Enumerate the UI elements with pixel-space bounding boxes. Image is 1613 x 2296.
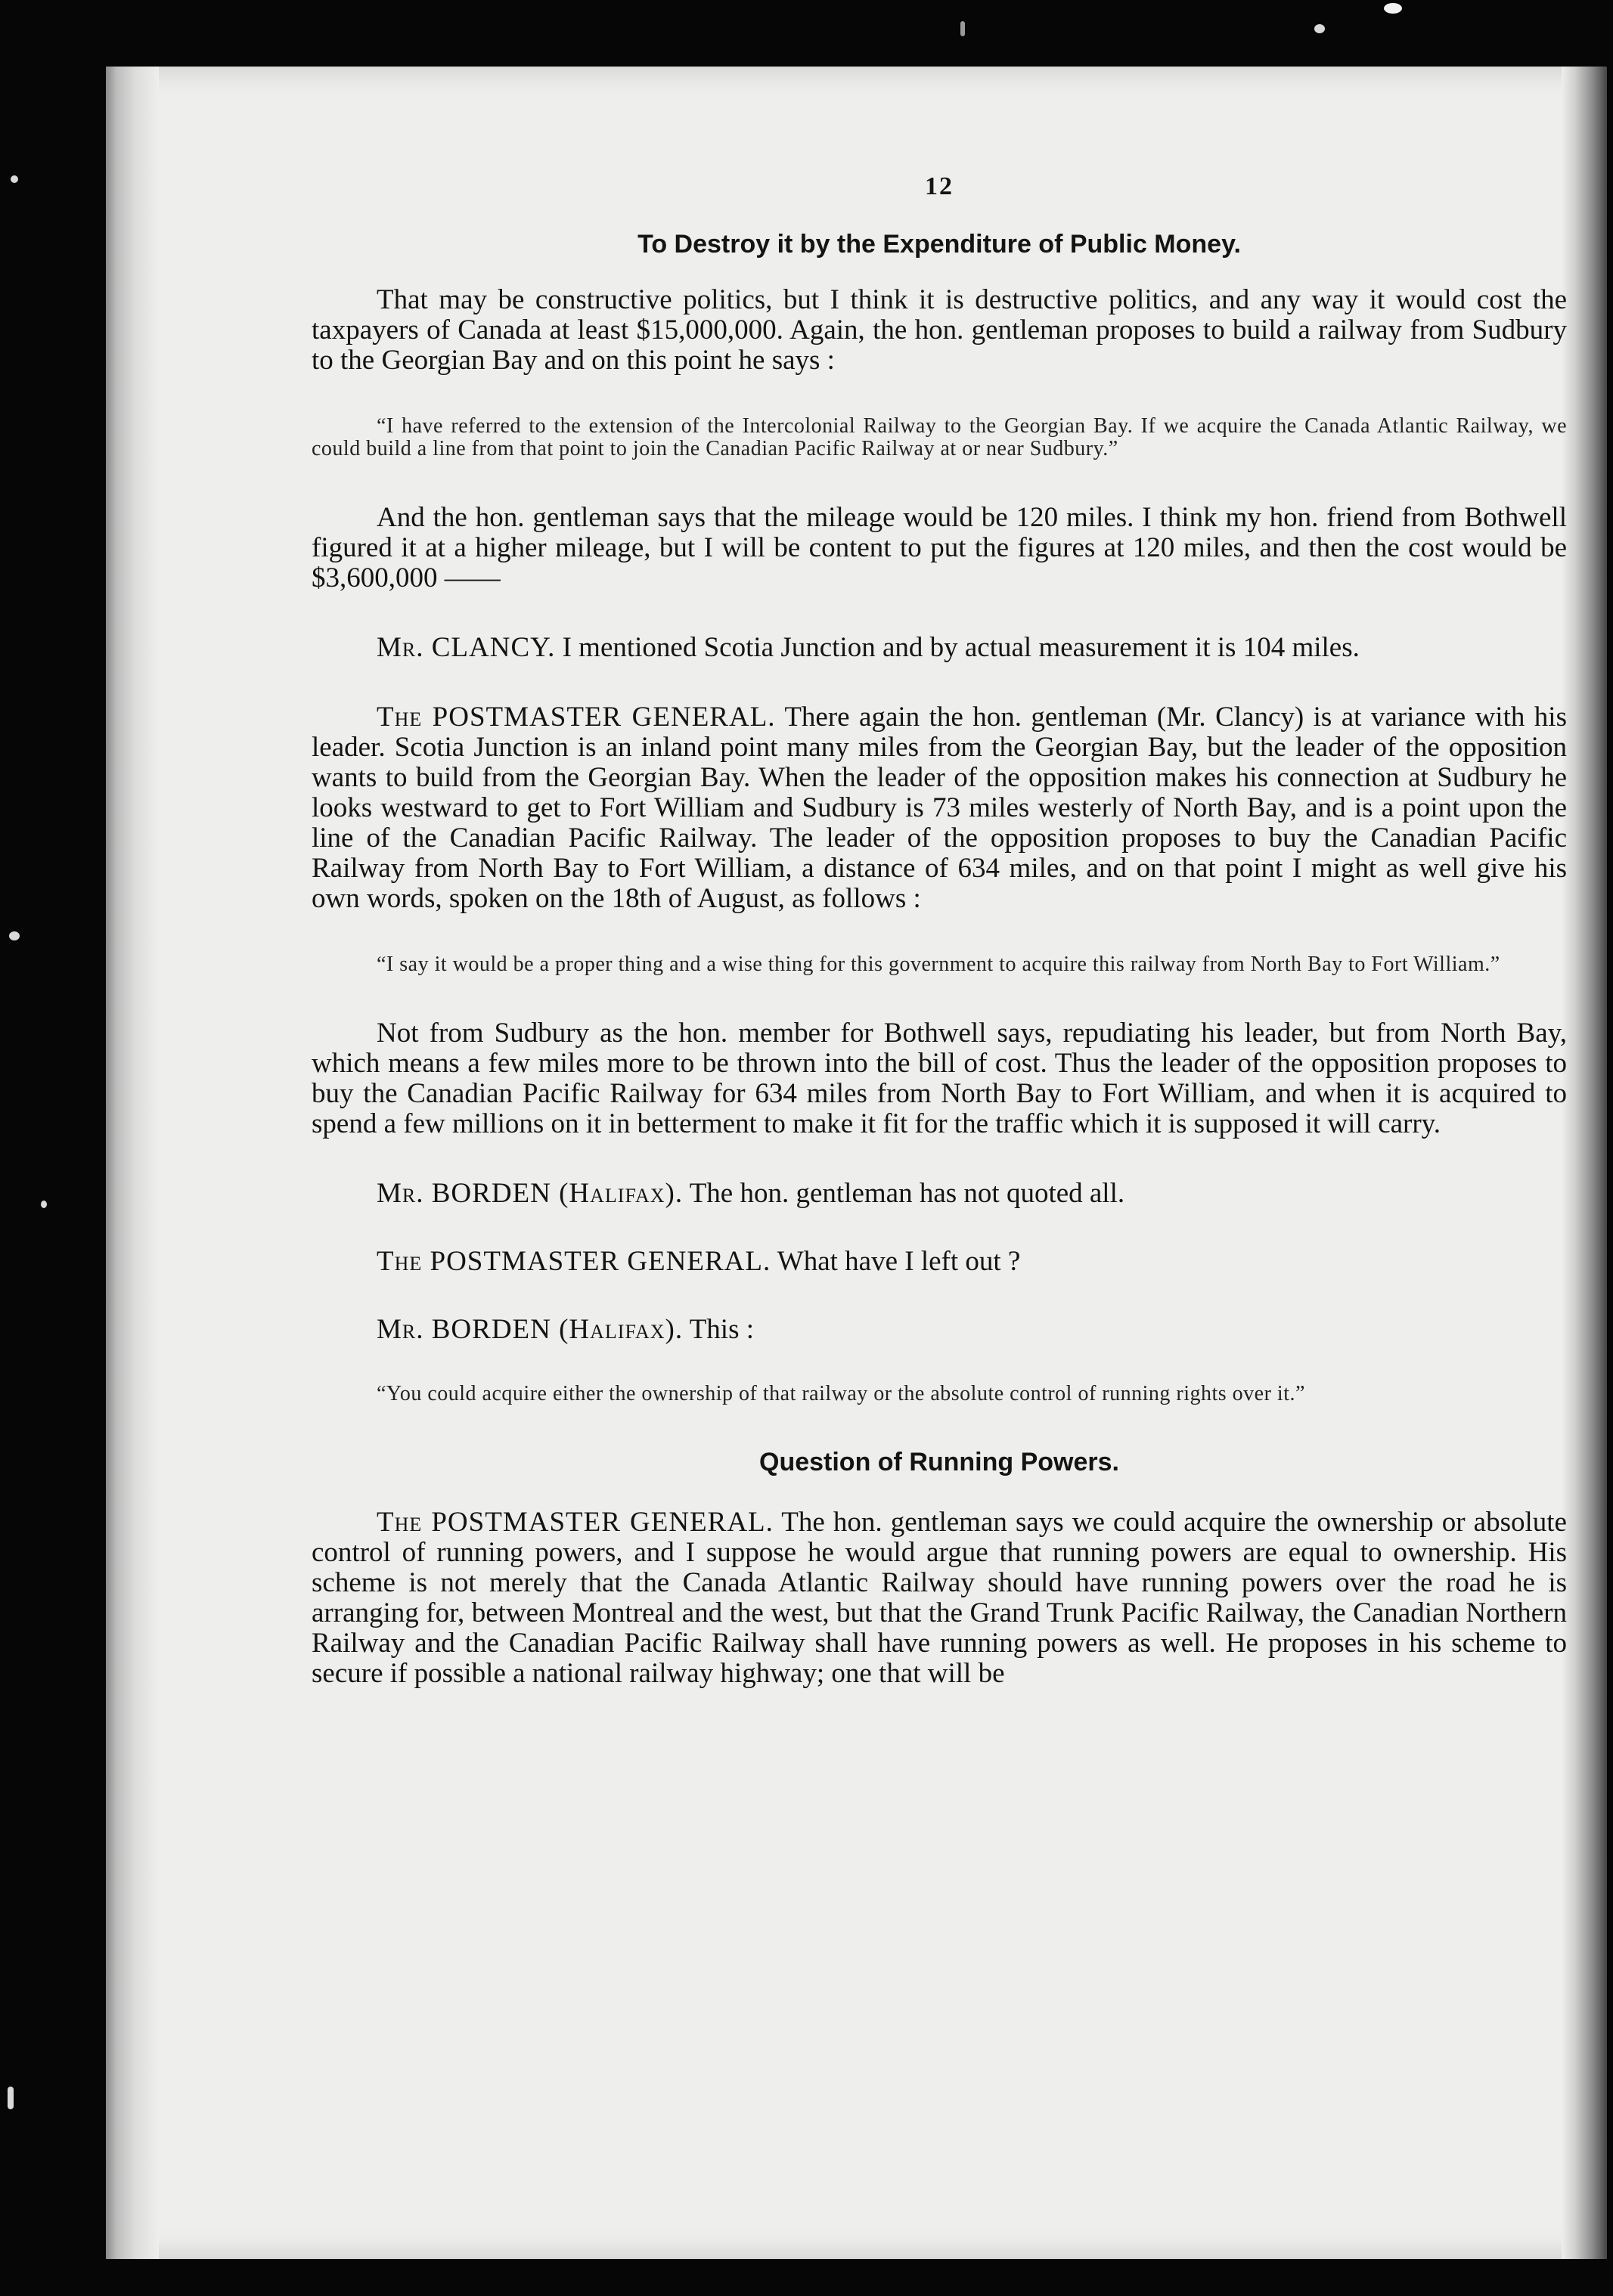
speaker-name: Mr. CLANCY. [377,632,556,663]
speech [312,702,1567,914]
speech-text: What have I left out ? [771,1246,1021,1277]
dust-speck [11,175,18,183]
paragraph: That may be constructive politics, but I think it is destructive politics, and any way it would cost the taxpayers of Canada at least $15,000,000. Again, the hon. gentleman proposes to build a railway from Sudbury to the Georgian Bay and on this point he says : [312,284,1567,376]
paragraph: Not from Sudbury as the hon. member for Bothwell says, repudiating his leader, but from North Bay, which means a few miles more to be thrown into the bill of cost. Thus the leader of the opposition proposes to buy the Canadian Pacific Railway for 634 miles from North Bay to Fort William, and when it is acquired to spend a few millions on it in betterment to make it fit for the traffic which it is supposed it will carry. [312,1018,1567,1139]
dust-speck [41,1201,47,1208]
block-quote: “You could acquire either the ownership of that railway or the absolute control of running rights over it.” [377,1382,1305,1405]
document-page [106,67,1607,2259]
speech [312,1247,1567,1277]
speech-text: I mentioned Scotia Junction and by actual measurement it is 104 miles. [555,632,1360,663]
block-quote: “I say it would be a proper thing and a wise thing for this government to acquire this railway from North Bay to Fort William.” [377,953,1500,976]
speech-text: The hon. gentleman says we could acquire the ownership or absolute control of running powers, and I suppose he would argue that running powers are equal to ownership. His scheme is not merely that the Canada Atlantic Railway should have running powers over the road he is arranging for, between Montreal and the west, but that the Grand Trunk Pacific Railway, the Canadian Northern Railway and the Canadian Pacific Railway shall have running powers as well. He proposes in his scheme to secure if possible a national railway highway; one that will be [312,1507,1567,1689]
speech [312,1179,1567,1209]
speaker-name: Mr. BORDEN (Halifax). [377,1178,684,1209]
speaker-name: Mr. BORDEN (Halifax). [377,1314,684,1345]
speaker-name: The POSTMASTER GENERAL. [377,1246,771,1277]
paragraph: And the hon. gentleman says that the mileage would be 120 miles. I think my hon. friend from Bothwell figured it at a higher mileage, but I will be content to put the figures at 120 miles, and then the cost would be $3,600,000 —— [312,502,1567,593]
speech-text: This : [683,1314,755,1345]
speaker-name: The POSTMASTER GENERAL. [377,702,776,733]
page-edge-left [106,67,159,2259]
block-quote: “I have referred to the extension of the Intercolonial Railway to the Georgian Bay. If we acquire the Canada Atlantic Railway, we could build a line from that point to join the Canadian Pacific Railway at or near Sudbury.” [312,414,1567,460]
dust-speck [1384,3,1402,14]
dust-speck [8,2087,14,2109]
section-heading: To Destroy it by the Expenditure of Public Money. [637,230,1241,259]
dust-speck [960,21,965,36]
speech [312,633,1567,663]
speech [312,1315,1567,1345]
speech-text: The hon. gentleman has not quoted all. [683,1178,1125,1209]
dust-speck [1314,24,1325,33]
speech [312,1507,1567,1689]
page-number: 12 [925,172,954,200]
speech-text: There again the hon. gentleman (Mr. Clancy) is at variance with his leader. Scotia Junction is an inland point many miles from the Georgian Bay, but the leader of the opposition wants to build from the Georgian Bay. When the leader of the opposition makes his connection at Sudbury he looks westward to get to Fort William and Sudbury is 73 miles westerly of North Bay, and is a point upon the line of the Canadian Pacific Railway. The leader of the opposition proposes to buy the Canadian Pacific Railway from North Bay to Fort William, a distance of 634 miles, and on that point I might as well give his own words, spoken on the 18th of August, as follows : [312,702,1567,914]
section-subheading: Question of Running Powers. [759,1448,1119,1476]
page-edge-right [1562,67,1607,2259]
page-content [312,172,1567,1728]
speaker-name: The POSTMASTER GENERAL. [377,1507,774,1538]
dust-speck [9,931,20,940]
